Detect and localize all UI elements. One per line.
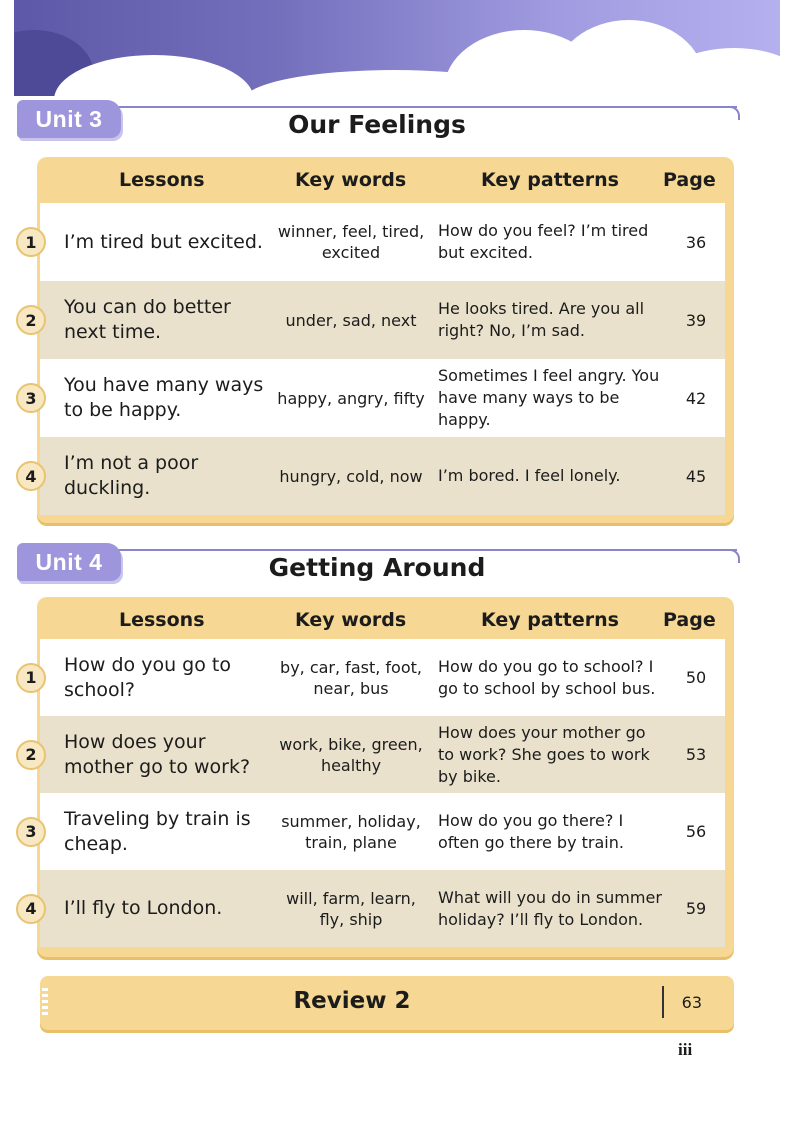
page-number: 45 bbox=[685, 466, 707, 486]
lesson-title: Traveling by train is cheap. bbox=[64, 807, 251, 855]
unit-3-header bbox=[17, 100, 737, 152]
lesson-title: I’m not a poor duckling. bbox=[64, 452, 199, 499]
key-patterns: Sometimes I feel angry. You have many ways to be happy. bbox=[438, 366, 660, 429]
unit-3-table bbox=[25, 157, 734, 523]
lesson-title: You have many ways to be happy. bbox=[64, 374, 264, 421]
top-banner bbox=[14, 0, 780, 96]
page-number: 42 bbox=[685, 388, 707, 408]
table-row bbox=[25, 716, 725, 793]
page-number: 39 bbox=[685, 310, 707, 330]
key-patterns: He looks tired. Are you all right? No, I’m sad. bbox=[438, 299, 645, 340]
lesson-title: You can do better next time. bbox=[64, 296, 231, 343]
unit-4-header bbox=[17, 543, 737, 595]
header-key-words: Key words bbox=[295, 169, 407, 191]
review-page-number: 63 bbox=[681, 993, 702, 1012]
page-number: 50 bbox=[685, 668, 707, 687]
table-header bbox=[63, 603, 720, 639]
unit-rule bbox=[113, 106, 737, 108]
key-words: work, bike, green, healthy bbox=[279, 734, 423, 775]
table-rows bbox=[25, 639, 725, 947]
key-patterns: How do you go to school? I go to school by school bus. bbox=[438, 656, 656, 698]
key-words: summer, holiday, train, plane bbox=[281, 811, 421, 852]
lesson-title: How do you go to school? bbox=[64, 653, 231, 701]
lesson-number: 3 bbox=[16, 817, 46, 847]
key-words: by, car, fast, foot, near, bus bbox=[280, 657, 422, 698]
key-patterns: What will you do in summer holiday? I’ll fly to London. bbox=[438, 887, 662, 929]
table-row bbox=[25, 203, 725, 281]
page-number: 59 bbox=[685, 899, 707, 918]
table-row bbox=[25, 639, 725, 716]
key-patterns: How do you go there? I often go there by train. bbox=[438, 810, 624, 852]
key-words: under, sad, next bbox=[285, 310, 417, 330]
page-number: 53 bbox=[685, 745, 707, 764]
key-words: hungry, cold, now bbox=[279, 466, 423, 486]
key-words: will, farm, learn, fly, ship bbox=[286, 888, 416, 929]
lesson-title: I’m tired but excited. bbox=[64, 230, 263, 253]
header-lessons: Lessons bbox=[119, 609, 205, 631]
lesson-number: 1 bbox=[16, 663, 46, 693]
table-header bbox=[63, 163, 720, 199]
unit-4-table bbox=[25, 597, 734, 957]
unit-rule bbox=[113, 549, 737, 551]
table-row bbox=[25, 281, 725, 359]
page-folio: iii bbox=[678, 1040, 693, 1059]
unit-title: Our Feelings bbox=[288, 110, 466, 139]
key-patterns: How does your mother go to work? She goes to work by bike. bbox=[438, 722, 650, 786]
lesson-number: 4 bbox=[16, 894, 46, 924]
lesson-number: 2 bbox=[16, 305, 46, 335]
unit-badge-label: Unit 3 bbox=[35, 106, 103, 132]
page-number: 36 bbox=[685, 232, 707, 252]
table-rows bbox=[25, 203, 725, 515]
header-key-words: Key words bbox=[295, 609, 407, 631]
header-page: Page bbox=[663, 609, 716, 631]
header-page: Page bbox=[663, 169, 716, 191]
unit-badge-label: Unit 4 bbox=[35, 549, 103, 575]
lesson-title: I’ll fly to London. bbox=[64, 897, 223, 919]
lesson-title: How does your mother go to work? bbox=[64, 730, 251, 778]
table-row bbox=[25, 437, 725, 515]
table-row bbox=[25, 359, 725, 437]
key-words: winner, feel, tired, excited bbox=[277, 222, 425, 262]
page-number: 56 bbox=[685, 822, 707, 841]
key-patterns: How do you feel? I’m tired but excited. bbox=[438, 221, 649, 262]
header-key-patterns: Key patterns bbox=[481, 169, 619, 191]
header-key-patterns: Key patterns bbox=[481, 609, 619, 631]
lesson-number: 4 bbox=[16, 461, 46, 491]
unit-title: Getting Around bbox=[268, 553, 486, 582]
review-title: Review 2 bbox=[293, 988, 411, 1014]
lesson-number: 3 bbox=[16, 383, 46, 413]
key-words: happy, angry, fifty bbox=[277, 388, 425, 408]
table-row bbox=[25, 793, 725, 870]
table-row bbox=[25, 870, 725, 947]
review-banner bbox=[40, 976, 734, 1030]
lesson-number: 1 bbox=[16, 227, 46, 257]
lesson-number: 2 bbox=[16, 740, 46, 770]
header-lessons: Lessons bbox=[119, 169, 205, 191]
key-patterns: I’m bored. I feel lonely. bbox=[438, 466, 621, 485]
